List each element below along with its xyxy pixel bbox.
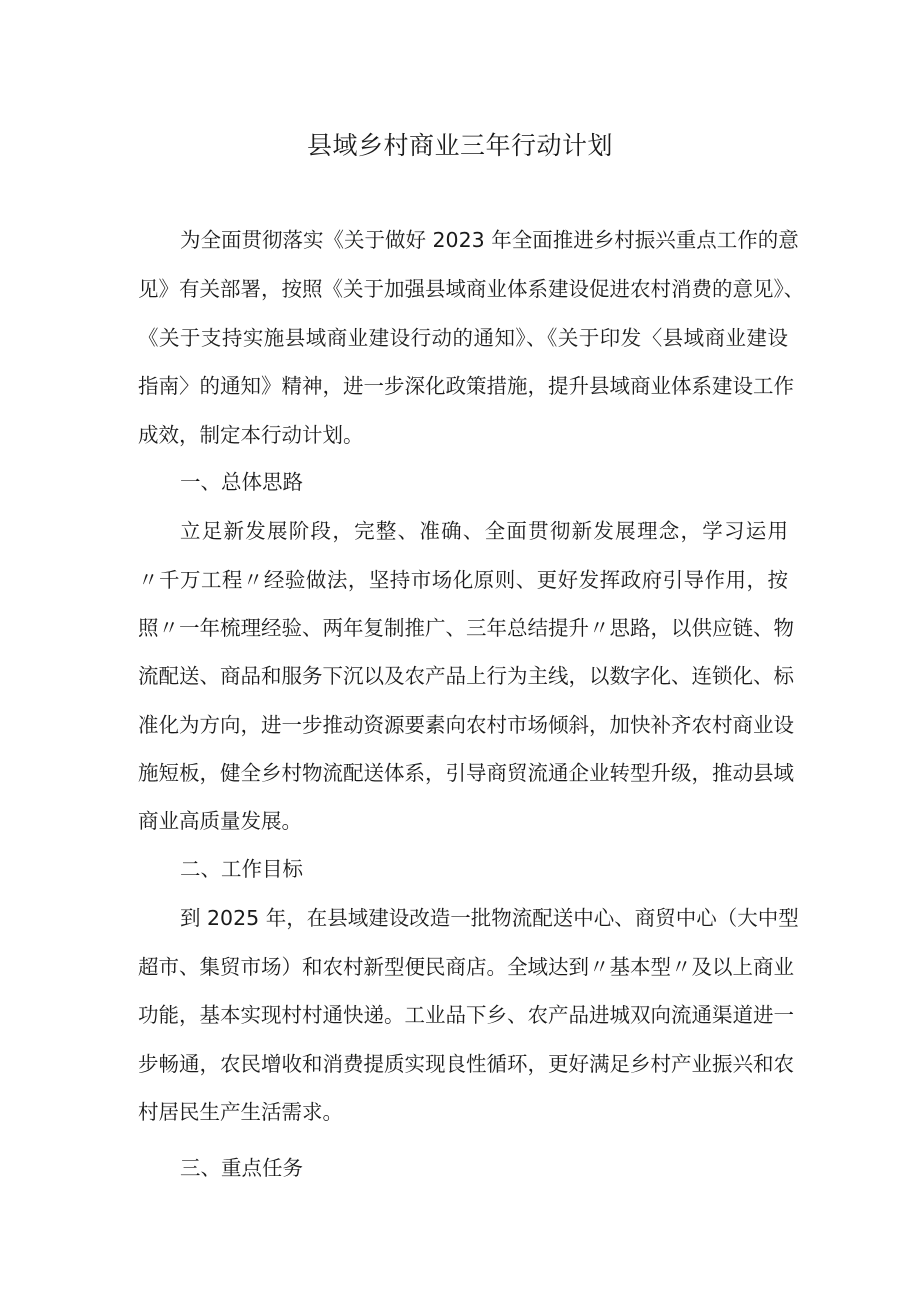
intro-line-1: 为全面贯彻落实《关于做好 2023 年全面推进乡村振兴重点工作的意	[180, 228, 799, 252]
section-heading-overall-approach: 一、总体思路	[180, 470, 303, 494]
document-title: 县域乡村商业三年行动计划	[306, 131, 613, 160]
section2-line-4: 步畅通，农民增收和消费提质实现良性循环，更好满足乡村产业振兴和农	[138, 1052, 794, 1076]
intro-line-3: 《关于支持实施县域商业建设行动的通知》、《关于印发〈县域商业建设	[138, 326, 788, 350]
section1-line-3: 照〃一年梳理经验、两年复制推广、三年总结提升〃思路，以供应链、物	[138, 616, 794, 640]
section-heading-key-tasks: 三、重点任务	[180, 1156, 303, 1180]
section-heading-work-goals: 二、工作目标	[180, 857, 303, 881]
section1-line-4: 流配送、商品和服务下沉以及农产品上行为主线，以数字化、连锁化、标	[138, 664, 794, 688]
section2-line-3: 功能，基本实现村村通快递。工业品下乡、农产品进城双向流通渠道进一	[138, 1003, 794, 1027]
section1-line-1: 立足新发展阶段，完整、准确、全面贯彻新发展理念，学习运用	[180, 519, 788, 543]
section2-line-5: 村居民生产生活需求。	[138, 1100, 343, 1124]
section1-line-7: 商业高质量发展。	[138, 809, 302, 833]
section2-line-1: 到 2025 年，在县域建设改造一批物流配送中心、商贸中心（大中型	[180, 906, 799, 930]
intro-line-5: 成效，制定本行动计划。	[138, 423, 364, 447]
section1-line-6: 施短板，健全乡村物流配送体系，引导商贸流通企业转型升级，推动县域	[138, 761, 794, 785]
intro-line-2: 见》有关部署，按照《关于加强县域商业体系建设促进农村消费的意见》、	[138, 277, 805, 301]
section1-line-5: 准化为方向，进一步推动资源要素向农村市场倾斜，加快补齐农村商业设	[138, 713, 794, 737]
intro-line-4: 指南〉的通知》精神，进一步深化政策措施，提升县域商业体系建设工作	[138, 374, 794, 398]
section2-line-2: 超市、集贸市场）和农村新型便民商店。全域达到〃基本型〃及以上商业	[138, 955, 794, 979]
section1-line-2: 〃千万工程〃经验做法，坚持市场化原则、更好发挥政府引导作用，按	[138, 568, 788, 592]
